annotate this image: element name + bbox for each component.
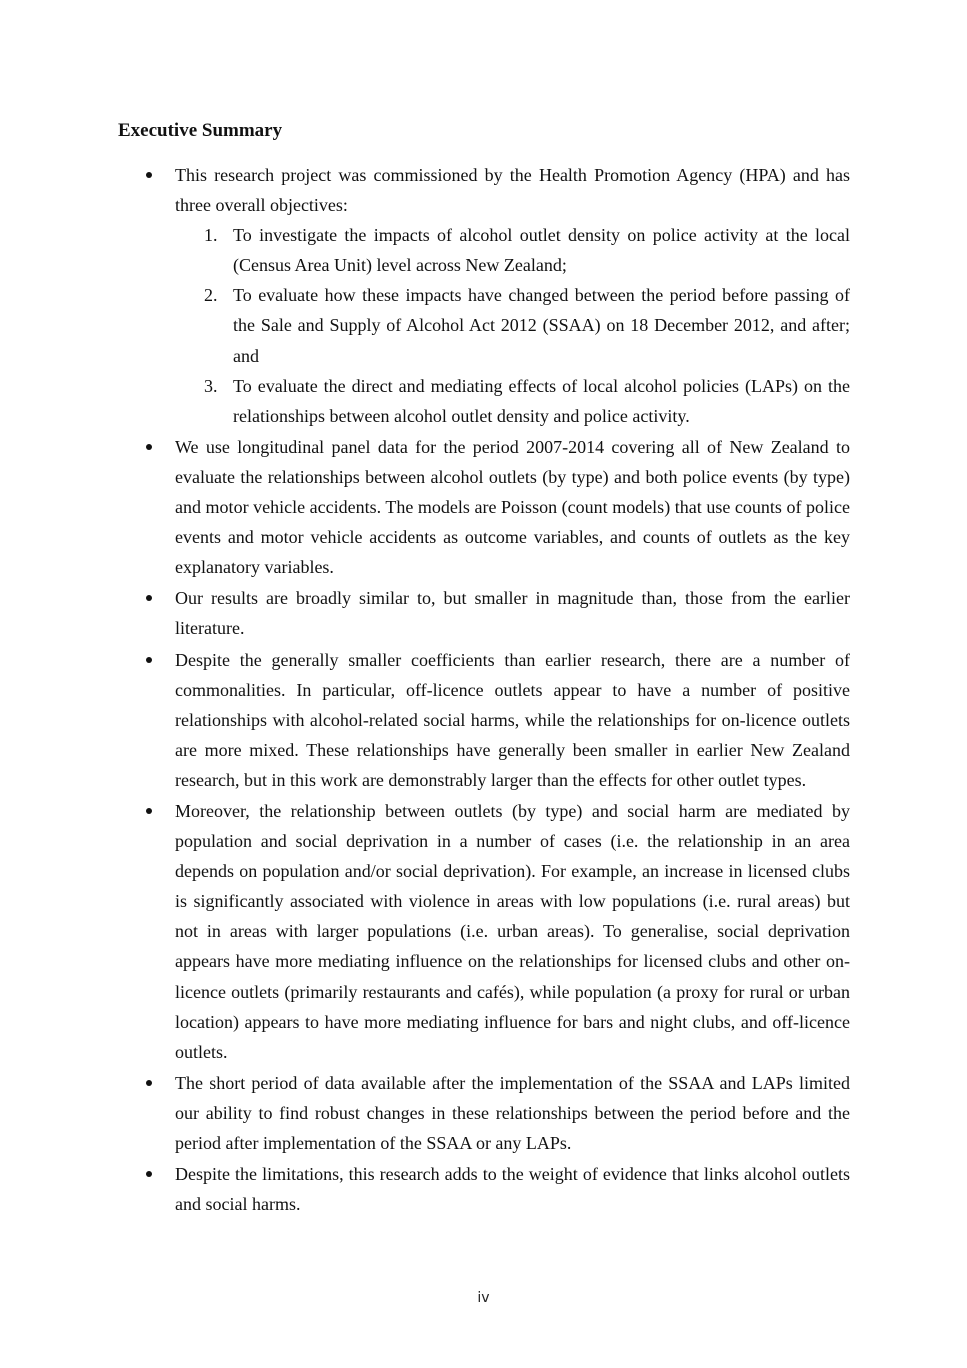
bullet-item-data [175, 432, 850, 582]
bullet-text: We use longitudinal panel data for the period 2007-2014 covering all of New Zealand to evaluate the relationships between alcohol outlets (by type) and both police events (by type) and motor vehicle accidents. The models are Poisson (count models) that use counts of police events and motor vehicle accidents as outcome variables, and counts of outlets as the key explanatory variables. [175, 436, 850, 578]
bullet-dot-icon [146, 1171, 152, 1177]
bullet-text: Despite the generally smaller coefficients than earlier research, there are a number of commonalities. In particular, off-licence outlets appear to have a number of positive relationships with alcohol-related social harms, while the relationships for on-licence outlets are more mixed. These relationships have generally been smaller in earlier New Zealand research, but in this work are demonstrably larger than the effects for other outlet types. [175, 649, 850, 790]
bullet-item-limitations [175, 1068, 850, 1158]
bullet-item-objectives [175, 160, 850, 431]
bullet-item-commonalities [175, 645, 850, 795]
objective-text: To evaluate the direct and mediating effects of local alcohol policies (LAPs) on the relationships between alcohol outlet density and police activity. [233, 375, 850, 426]
bullet-dot-icon [146, 808, 152, 814]
bullet-dot-icon [146, 172, 152, 178]
bullet-dot-icon [146, 657, 152, 663]
objective-number: 2. [204, 285, 218, 306]
bullet-item-results [175, 583, 850, 643]
objective-text: To investigate the impacts of alcohol outlet density on police activity at the local (Census Area Unit) level across New Zealand; [233, 225, 850, 276]
objective-item-2 [204, 280, 850, 370]
bullet-dot-icon [146, 1080, 152, 1086]
bullet-text: The short period of data available after the implementation of the SSAA and LAPs limited our ability to find robust changes in these relationships between the period before and the period after implementation of the SSAA or any LAPs. [175, 1072, 850, 1153]
objective-item-3 [204, 371, 850, 431]
bullet-text: Our results are broadly similar to, but smaller in magnitude than, those from the earlier literature. [175, 588, 850, 639]
bullet-text: This research project was commissioned by the Health Promotion Agency (HPA) and has three overall objectives: [175, 165, 850, 216]
section-heading: Executive Summary [118, 120, 283, 141]
objective-text: To evaluate how these impacts have changed between the period before passing of the Sale and Supply of Alcohol Act 2012 (SSAA) on 18 December 2012, and after; and [233, 285, 850, 366]
objective-number: 3. [204, 375, 218, 396]
bullet-item-conclusion [175, 1159, 850, 1219]
objective-number: 1. [204, 225, 218, 246]
summary-bullet-list [0, 160, 967, 1220]
objectives-list [175, 220, 850, 431]
objective-item-1 [204, 220, 850, 280]
bullet-text: Despite the limitations, this research adds to the weight of evidence that links alcohol outlets and social harms. [175, 1164, 850, 1215]
bullet-item-mediation [175, 796, 850, 1067]
bullet-dot-icon [146, 444, 152, 450]
bullet-dot-icon [146, 595, 152, 601]
page-number: iv [477, 1290, 490, 1306]
bullet-text: Moreover, the relationship between outlets (by type) and social harm are mediated by population and social deprivation in a number of cases (i.e. the relationship in an area depends on population and/or social deprivation). For example, an increase in licensed clubs is significantly associated with violence in areas with low populations (i.e. rural areas) but not in areas with larger populations (i.e. urban areas). To generalise, social deprivation appears have more mediating influence on the relationships for licensed clubs and other on-licence outlets (primarily restaurants and cafés), while population (a proxy for rural or urban location) appears to have more mediating influence for bars and night clubs, and off-licence outlets. [175, 800, 850, 1062]
